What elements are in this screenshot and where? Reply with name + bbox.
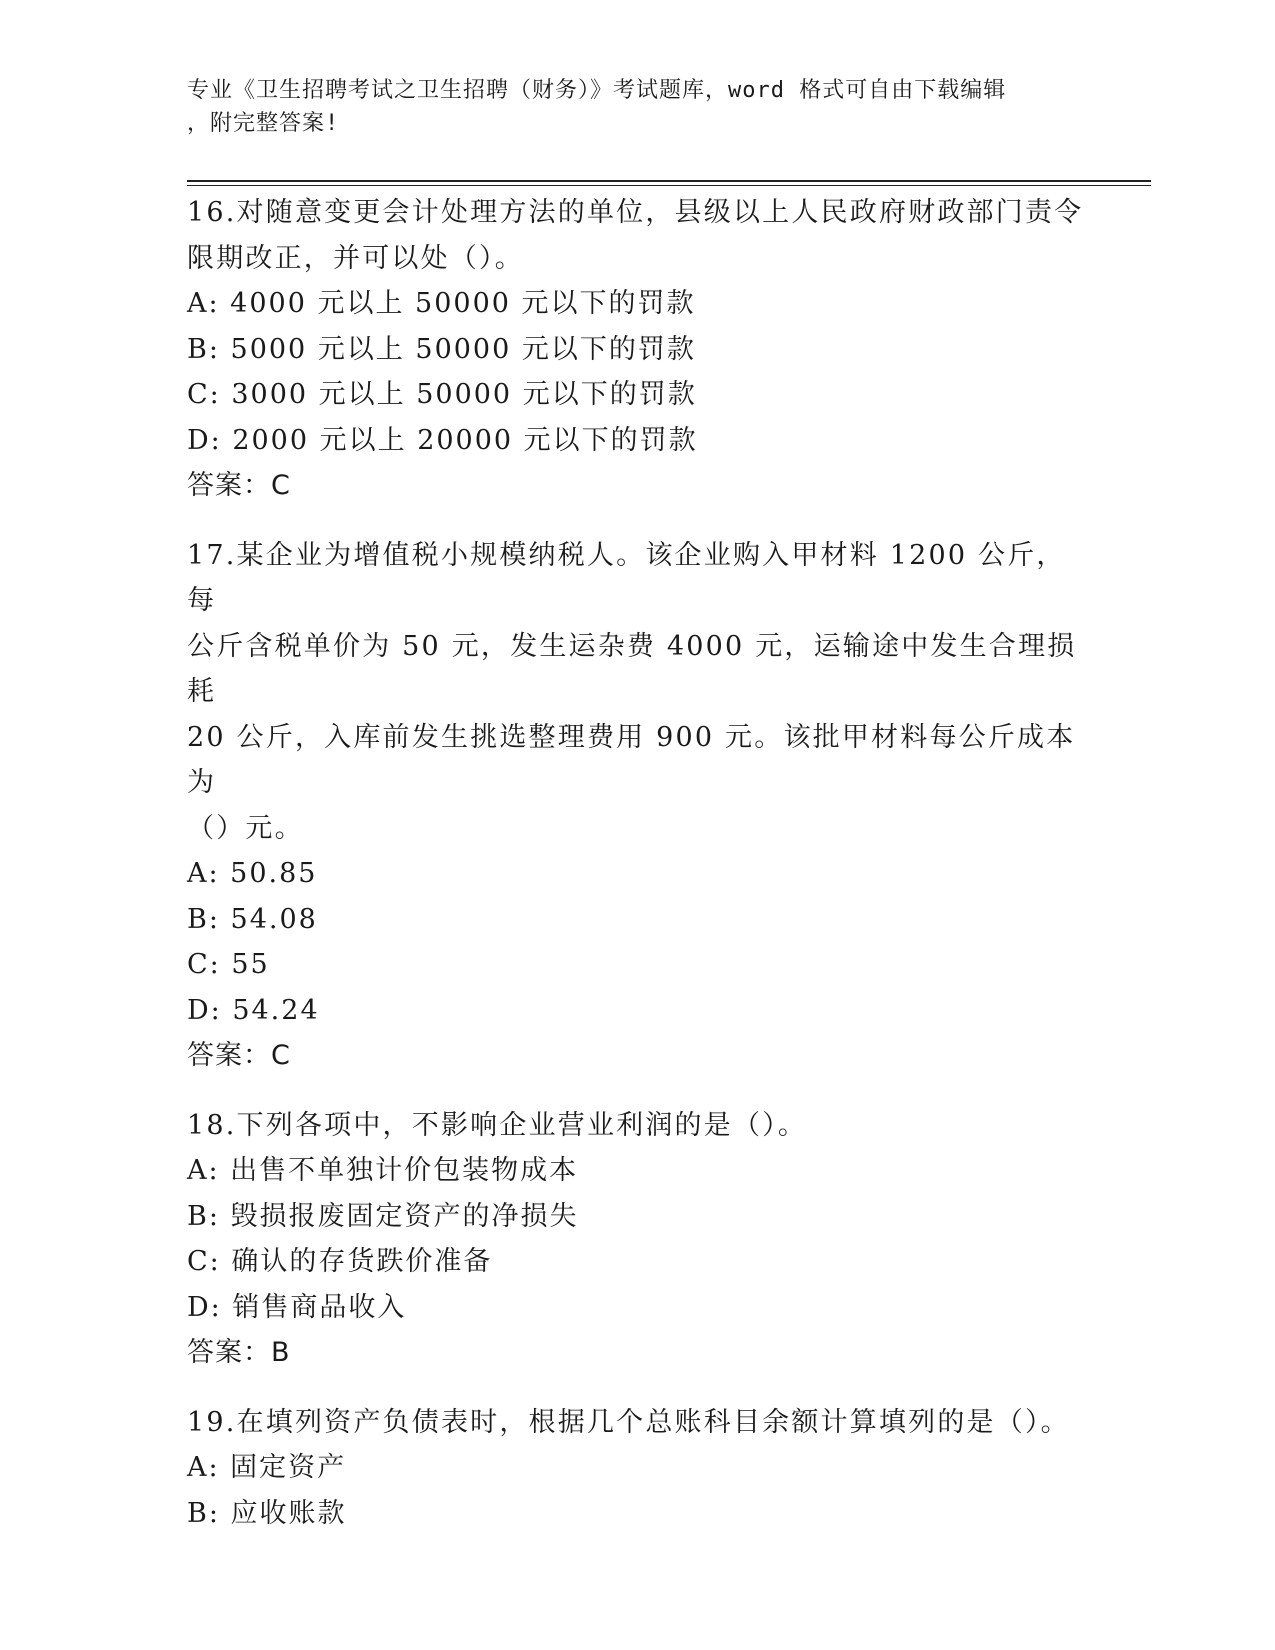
option-d: D: 销售商品收入 <box>187 1291 407 1323</box>
question-stem-line: （）元。 <box>187 812 304 844</box>
option-b: B: 毁损报废固定资产的净损失 <box>187 1200 579 1232</box>
question-list <box>187 190 1087 1560</box>
option-a: A: 50.85 <box>187 858 318 889</box>
option-a: A: 4000 元以上 50000 元以下的罚款 <box>187 288 696 319</box>
option-d: D: 54.24 <box>187 994 320 1026</box>
option-c: C: 3000 元以上 50000 元以下的罚款 <box>187 379 697 410</box>
header-line-2: ，附完整答案! <box>187 111 340 136</box>
question-17 <box>187 533 1087 1079</box>
question-stem-line: 限期改正，并可以处（）。 <box>187 242 524 274</box>
option-a: A: 出售不单独计价包装物成本 <box>187 1155 579 1186</box>
option-d: D: 2000 元以上 20000 元以下的罚款 <box>187 424 698 456</box>
option-b: B: 54.08 <box>187 903 318 935</box>
question-stem-line: 16.对随意变更会计处理方法的单位，县级以上人民政府财政部门责令 <box>187 197 1084 228</box>
question-18 <box>187 1103 1087 1376</box>
answer-text: 答案：C <box>187 470 291 501</box>
option-b: B: 应收账款 <box>187 1497 347 1529</box>
question-stem-line: 20 公斤，入库前发生挑选整理费用 900 元。该批甲材料每公斤成本为 <box>187 721 1076 798</box>
question-stem-line: 17.某企业为增值税小规模纳税人。该企业购入甲材料 1200 公斤，每 <box>187 539 1066 616</box>
option-b: B: 5000 元以上 50000 元以下的罚款 <box>187 333 696 365</box>
question-stem-line: 18.下列各项中，不影响企业营业利润的是（）。 <box>187 1109 808 1141</box>
header-line-1: 专业《卫生招聘考试之卫生招聘（财务）》考试题库，word 格式可自由下载编辑 <box>187 78 1007 103</box>
question-19 <box>187 1400 1087 1537</box>
header-rule-thin <box>187 185 1151 186</box>
question-stem-line: 公斤含税单价为 50 元，发生运杂费 4000 元，运输途中发生合理损耗 <box>187 630 1077 707</box>
option-a: A: 固定资产 <box>187 1452 347 1483</box>
option-c: C: 确认的存货跌价准备 <box>187 1246 493 1277</box>
header-rule-thick <box>187 180 1151 182</box>
document-header <box>187 74 1067 140</box>
question-stem-line: 19.在填列资产负债表时，根据几个总账科目余额计算填列的是（）。 <box>187 1406 1070 1438</box>
question-16 <box>187 190 1087 509</box>
option-c: C: 55 <box>187 949 270 980</box>
answer-text: 答案：C <box>187 1040 291 1071</box>
answer-text: 答案：B <box>187 1337 291 1368</box>
